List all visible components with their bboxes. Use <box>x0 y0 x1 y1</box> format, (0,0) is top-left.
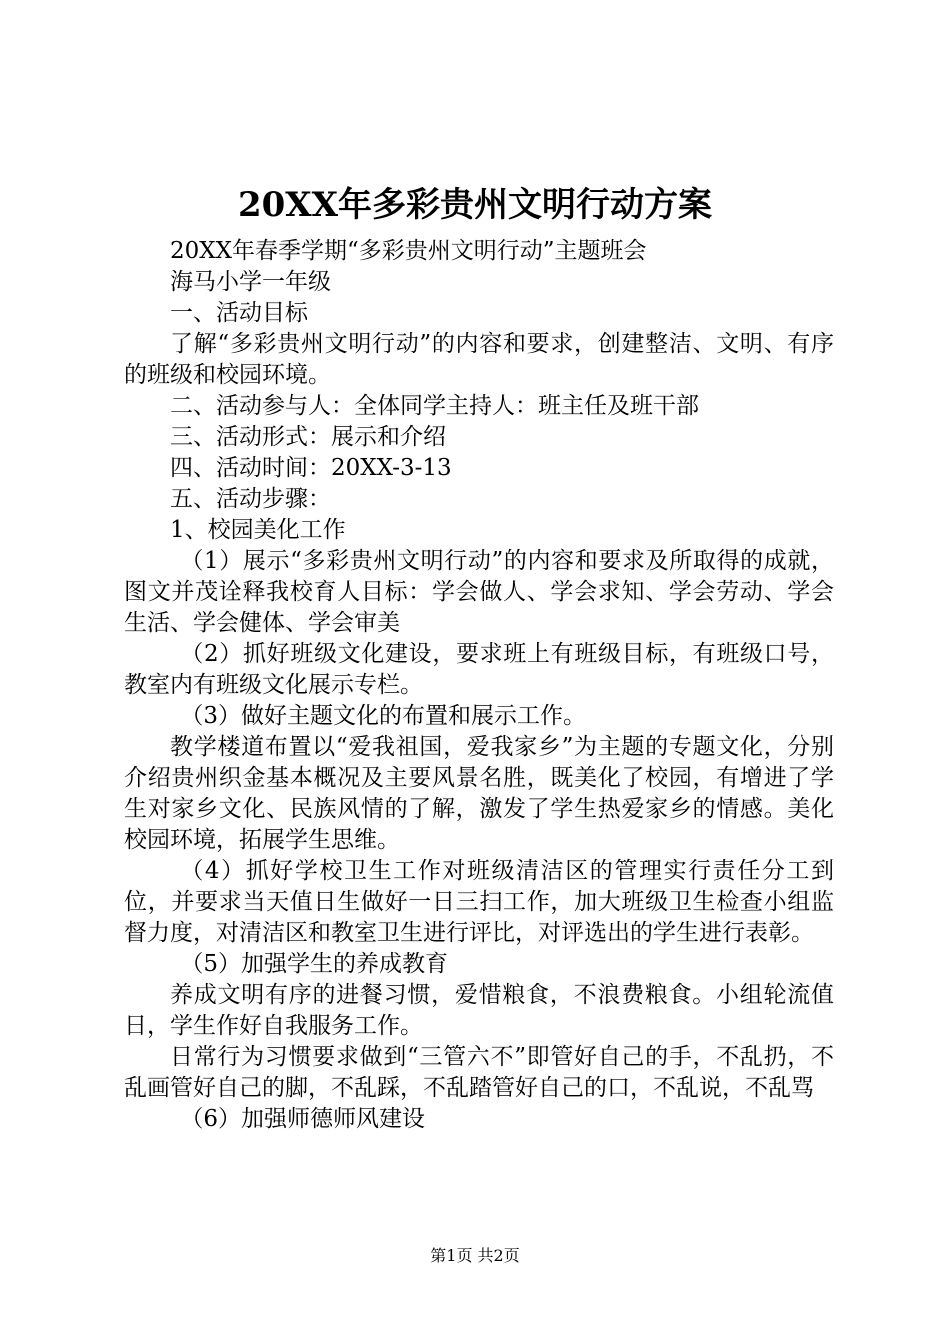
document-body <box>124 236 834 1135</box>
paragraph-step-3: （3）做好主题文化的布置和展示工作。 <box>180 703 586 729</box>
heading-activity-steps: 五、活动步骤： <box>170 486 331 512</box>
paragraph-activity-goal: 了解“多彩贵州文明行动”的内容和要求，创建整洁、文明、有序的班级和校园环境。 <box>124 331 834 388</box>
paragraph-school-grade: 海马小学一年级 <box>170 269 331 295</box>
page-footer: 第1页 共2页 <box>430 1246 520 1265</box>
heading-activity-goal: 一、活动目标 <box>170 300 308 326</box>
heading-activity-time: 四、活动时间：20XX-3-13 <box>170 455 452 481</box>
paragraph-daily-habits: 日常行为习惯要求做到“三管六不”即管好自己的手，不乱扔，不乱画管好自己的脚，不乱踩，不乱踏管好自己的口，不乱说，不乱骂 <box>124 1044 834 1101</box>
document-title: 20XX年多彩贵州文明行动方案 <box>237 185 713 225</box>
heading-participants: 二、活动参与人：全体同学主持人：班主任及班干部 <box>170 393 699 419</box>
heading-activity-form: 三、活动形式：展示和介绍 <box>170 424 446 450</box>
paragraph-step-1: （1）展示“多彩贵州文明行动”的内容和要求及所取得的成就，图文并茂诠释我校育人目标：学会做人、学会求知、学会劳动、学会生活、学会健体、学会审美 <box>124 548 834 636</box>
paragraph-dining-habits: 养成文明有序的进餐习惯，爱惜粮食，不浪费粮食。小组轮流值日，学生作好自我服务工作。 <box>124 982 834 1039</box>
paragraph-step-4: （4）抓好学校卫生工作对班级清洁区的管理实行责任分工到位，并要求当天值日生做好一日三扫工作，加大班级卫生检查小组监督力度，对清洁区和教室卫生进行评比，对评选出的学生进行表彰。 <box>124 858 834 946</box>
paragraph-step-5: （5）加强学生的养成教育 <box>180 951 448 977</box>
paragraph-class-meeting: 20XX年春季学期“多彩贵州文明行动”主题班会 <box>170 238 647 264</box>
paragraph-step-6: （6）加强师德师风建设 <box>180 1106 425 1132</box>
heading-campus-beautify: 1、校园美化工作 <box>170 517 346 543</box>
paragraph-step-2: （2）抓好班级文化建设，要求班上有班级目标，有班级口号，教室内有班级文化展示专栏。 <box>124 641 834 698</box>
paragraph-corridor-decoration: 教学楼道布置以“爱我祖国，爱我家乡”为主题的专题文化，分别介绍贵州织金基本概况及主要风景名胜，既美化了校园，有增进了学生对家乡文化、民族风情的了解，激发了学生热爱家乡的情感。美化校园环境，拓展学生思维。 <box>124 734 834 853</box>
